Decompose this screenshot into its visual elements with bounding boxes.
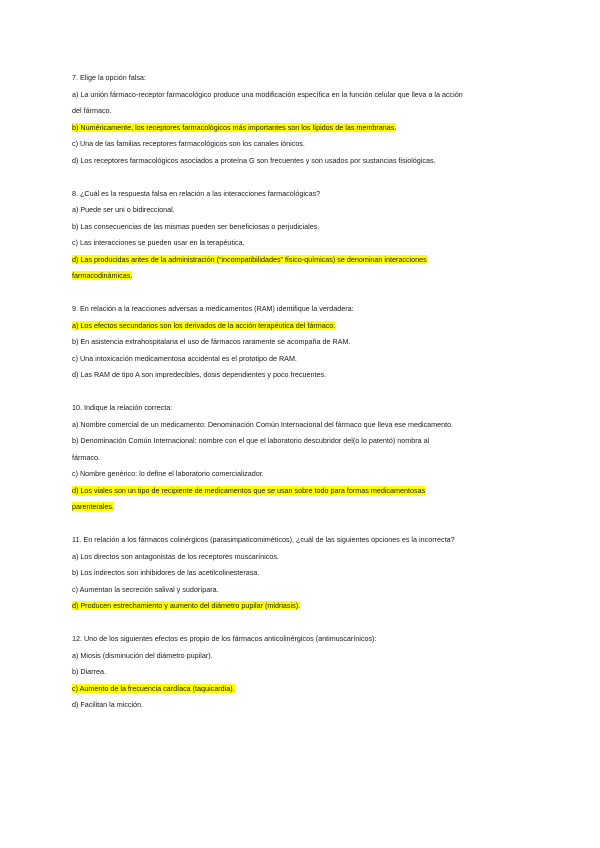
highlighted-answer: a) Los efectos secundarios son los derivados de la acción terapéutica del fármaco. — [72, 320, 336, 330]
option-text: b) Las consecuencias de las mismas pueden ser beneficiosas o perjudiciales. — [72, 221, 320, 231]
question-title: 8. ¿Cuál es la respuesta falsa en relación a las interacciones farmacológicas? — [72, 188, 321, 198]
option-b — [72, 565, 532, 582]
option-text: b) Los indirectos son inhibidores de las acetilcolinesterasa. — [72, 568, 260, 577]
option-c — [72, 351, 532, 368]
option-text: d) Las RAM de tipo A son impredecibles, dosis dependientes y poco frecuentes. — [72, 370, 327, 379]
option-text: c) Las interacciones se pueden usar en la terapéutica. — [72, 238, 245, 247]
question-list — [72, 70, 532, 730]
question-9 — [72, 301, 532, 384]
option-a — [72, 318, 532, 335]
option-d — [72, 252, 532, 285]
highlighted-answer: parenterales. — [72, 502, 114, 511]
option-d — [72, 367, 532, 384]
option-text: b) Denominación Común Internacional: nombre con el que el laboratorio descubridor del(o lo patentó) nombra al — [72, 436, 430, 445]
option-text: c) Aumentan la secreción salival y sudorípara. — [72, 584, 219, 594]
option-c — [72, 466, 532, 483]
question-8 — [72, 186, 532, 285]
option-a — [72, 417, 532, 434]
option-c — [72, 582, 532, 599]
option-a — [72, 648, 532, 665]
option-text: c) Nombre genérico: lo define el laboratorio comercializador. — [72, 469, 264, 478]
option-text: a) La unión fármaco-receptor farmacológico produce una modificación específica en la función celular que lleva a la acción — [72, 89, 463, 99]
option-c — [72, 681, 532, 698]
option-text: c) Una intoxicación medicamentosa accidental es el prototipo de RAM. — [72, 353, 297, 363]
option-text: d) Los receptores farmacológicos asociados a proteína G son frecuentes y son usados por sustancias fisiológicas. — [72, 155, 436, 165]
question-title: 10. Indique la relación correcta: — [72, 403, 173, 412]
highlighted-answer: b) Numéricamente, los receptores farmacológicos más importantes son los lípidos de las membranas. — [72, 122, 397, 132]
option-b — [72, 219, 532, 236]
highlighted-answer: d) Las producidas antes de la administración (“incompatibilidades” físico-químicas) se denominan interacciones — [72, 254, 427, 264]
option-text: c) Una de las familias receptores farmacológicos son los canales iónicos. — [72, 139, 305, 148]
option-d — [72, 697, 532, 714]
option-a — [72, 87, 532, 120]
question-11 — [72, 532, 532, 615]
option-d — [72, 483, 532, 516]
option-text: a) Miosis (disminución del diámetro pupilar). — [72, 650, 213, 660]
question-title: 12. Uno de los siguientes efectos es propio de los fármacos anticolinérgicos (antimuscarínicos): — [72, 634, 377, 643]
question-12 — [72, 631, 532, 714]
question-title: 11. En relación a los fármacos colinérgicos (parasimpaticomiméticos), ¿cuál de las siguientes opciones es la incorrecta? — [72, 535, 455, 544]
question-title: 7. Elige la opción falsa: — [72, 73, 146, 82]
option-a — [72, 549, 532, 566]
option-text: a) Los directos son antagonistas de los receptores muscarínicos. — [72, 551, 279, 561]
option-c — [72, 136, 532, 153]
option-text: a) Puede ser uni o bidireccional. — [72, 205, 175, 214]
highlighted-answer: c) Aumento de la frecuencia cardíaca (taquicardia). — [72, 683, 235, 693]
option-b — [72, 120, 532, 137]
question-10 — [72, 400, 532, 516]
option-d — [72, 153, 532, 170]
highlighted-answer: d) Producen estrechamiento y aumento del diámetro pupilar (midriasis). — [72, 601, 301, 610]
question-title: 9. En relación a la reacciones adversas a medicamentos (RAM) identifique la verdadera: — [72, 304, 354, 313]
question-7 — [72, 70, 532, 169]
option-text: d) Facilitan la micción. — [72, 700, 144, 709]
option-text: a) Nombre comercial de un medicamento: Denominación Común Internacional del fármaco que lleva ese medicamento. — [72, 419, 454, 429]
highlighted-answer: d) Los viales son un tipo de recipiente de medicamentos que se usan sobre todo para formas medicamentosas — [72, 485, 426, 495]
option-c — [72, 235, 532, 252]
option-b — [72, 433, 532, 466]
option-text: b) Diarrea. — [72, 667, 106, 676]
option-text: del fármaco. — [72, 106, 112, 115]
option-d — [72, 598, 532, 615]
option-b — [72, 664, 532, 681]
option-b — [72, 334, 532, 351]
option-a — [72, 202, 532, 219]
option-text: fármaco. — [72, 452, 100, 462]
option-text: b) En asistencia extrahospitalaria el uso de fármacos raramente se acompaña de RAM. — [72, 337, 351, 346]
highlighted-answer: farmacodinámicas. — [72, 271, 133, 280]
